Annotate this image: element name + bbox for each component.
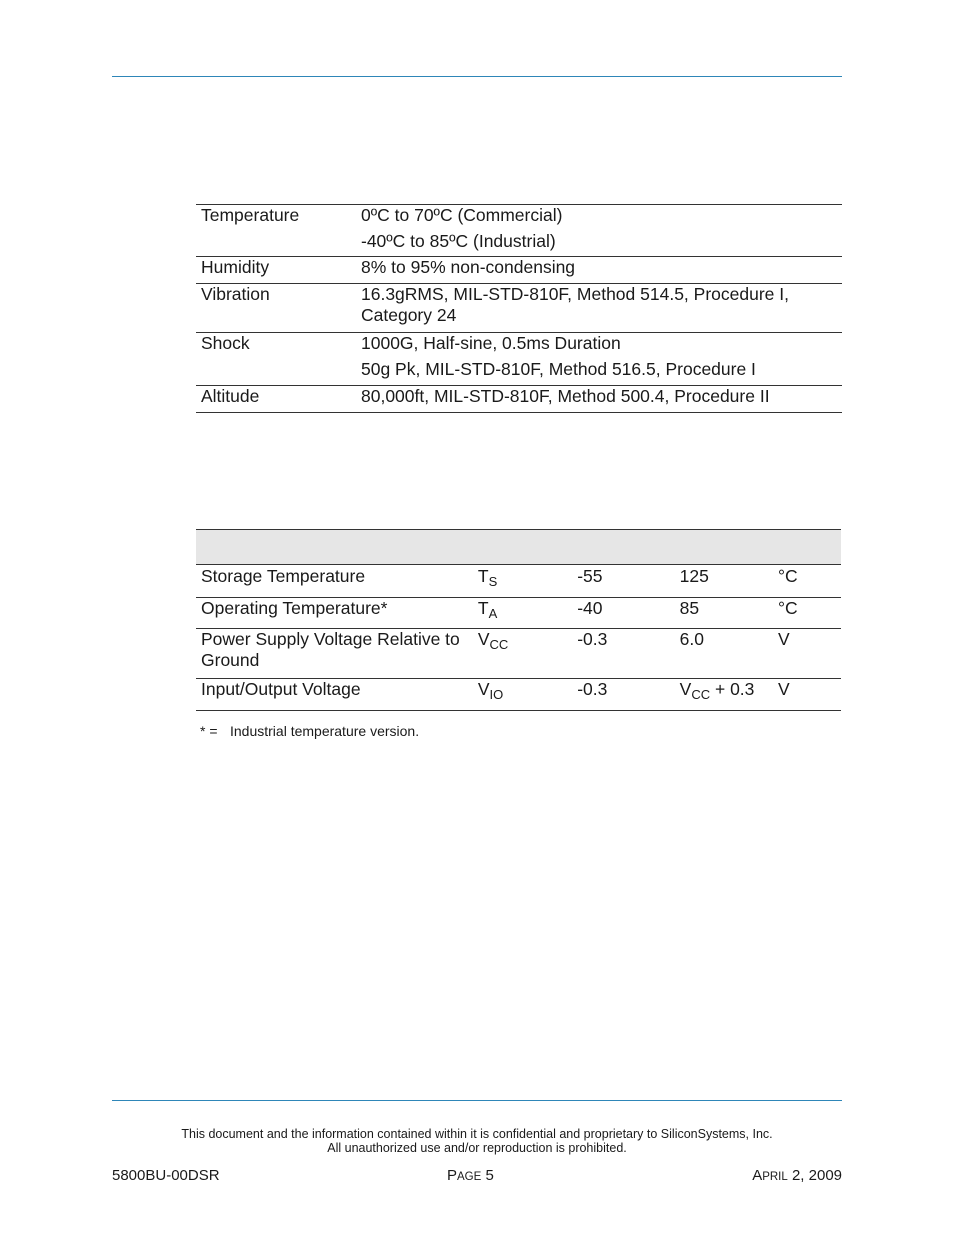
min-cell: -0.3 — [572, 629, 674, 679]
env-label-humidity: Humidity — [196, 257, 356, 284]
min-cell: -0.3 — [572, 679, 674, 711]
parameter-cell: Input/Output Voltage — [196, 679, 473, 711]
min-cell: -40 — [572, 598, 674, 629]
parameter-cell: Power Supply Voltage Relative to Ground — [196, 629, 473, 679]
table-row — [196, 231, 842, 257]
max-cell: $V_{CC} + 0.3$ — [675, 679, 773, 711]
env-value: 8% to 95% non-condensing — [356, 257, 842, 284]
header-cell — [473, 530, 572, 565]
confidentiality-line: All unauthorized use and/or reproduction is prohibited. — [327, 1141, 627, 1155]
page-number: PAGE 5 — [447, 1167, 494, 1184]
max-cell: 85 — [675, 598, 773, 629]
confidentiality-notice — [112, 1127, 842, 1155]
parameter-cell: Operating Temperature* — [196, 598, 473, 629]
table-row — [196, 359, 842, 386]
env-label — [196, 231, 356, 257]
max-cell: 125 — [675, 565, 773, 598]
symbol-cell: $T_S$ — [473, 565, 572, 598]
symbol-cell: $V_{CC}$ — [473, 629, 572, 679]
footnote-mark: * = — [200, 723, 218, 739]
header-cell — [773, 530, 841, 565]
unit-cell: V — [773, 629, 841, 679]
table-row — [196, 257, 842, 284]
footnote — [200, 723, 419, 739]
env-value: 80,000ft, MIL-STD-810F, Method 500.4, Procedure II — [356, 386, 842, 413]
absolute-maximum-ratings-table — [196, 529, 841, 711]
env-label-temperature: Temperature — [201, 205, 300, 225]
header-cell — [572, 530, 674, 565]
environmental-specifications-table — [196, 204, 842, 413]
header-cell — [196, 530, 473, 565]
env-value: -40ºC to 85ºC (Industrial) — [356, 231, 842, 257]
table-header-row — [196, 530, 841, 565]
table-row — [196, 205, 842, 232]
unit-cell: °C — [773, 565, 841, 598]
footnote-text: Industrial temperature version. — [230, 723, 420, 739]
table-row — [196, 629, 841, 679]
min-cell: -55 — [572, 565, 674, 598]
document-id: 5800BU-00DSR — [112, 1167, 220, 1184]
footer-rule — [112, 1100, 842, 1101]
unit-cell: °C — [773, 598, 841, 629]
symbol-cell: $T_A$ — [473, 598, 572, 629]
env-value: 16.3gRMS, MIL-STD-810F, Method 514.5, Procedure I, Category 24 — [356, 284, 842, 333]
header-cell — [675, 530, 773, 565]
confidentiality-line: This document and the information contained within it is confidential and proprietary to SiliconSystems, Inc. — [181, 1127, 773, 1141]
symbol-cell: $V_{IO}$ — [473, 679, 572, 711]
table-row — [196, 565, 841, 598]
table-row — [196, 598, 841, 629]
env-label-vibration: Vibration — [196, 284, 356, 333]
table-row — [196, 679, 841, 711]
parameter-cell: Storage Temperature — [196, 565, 473, 598]
max-cell: 6.0 — [675, 629, 773, 679]
document-date: APRIL 2, 2009 — [752, 1167, 842, 1184]
table-row — [196, 284, 842, 333]
env-value: 1000G, Half-sine, 0.5ms Duration — [361, 333, 621, 353]
header-rule — [112, 76, 842, 77]
env-label-shock: Shock — [201, 333, 250, 353]
table-row — [196, 386, 842, 413]
unit-cell: V — [773, 679, 841, 711]
env-value: 50g Pk, MIL-STD-810F, Method 516.5, Procedure I — [356, 359, 842, 386]
table-row — [196, 333, 842, 360]
env-label — [196, 359, 356, 386]
env-label-altitude: Altitude — [196, 386, 356, 413]
env-value: 0ºC to 70ºC (Commercial) — [361, 205, 563, 225]
